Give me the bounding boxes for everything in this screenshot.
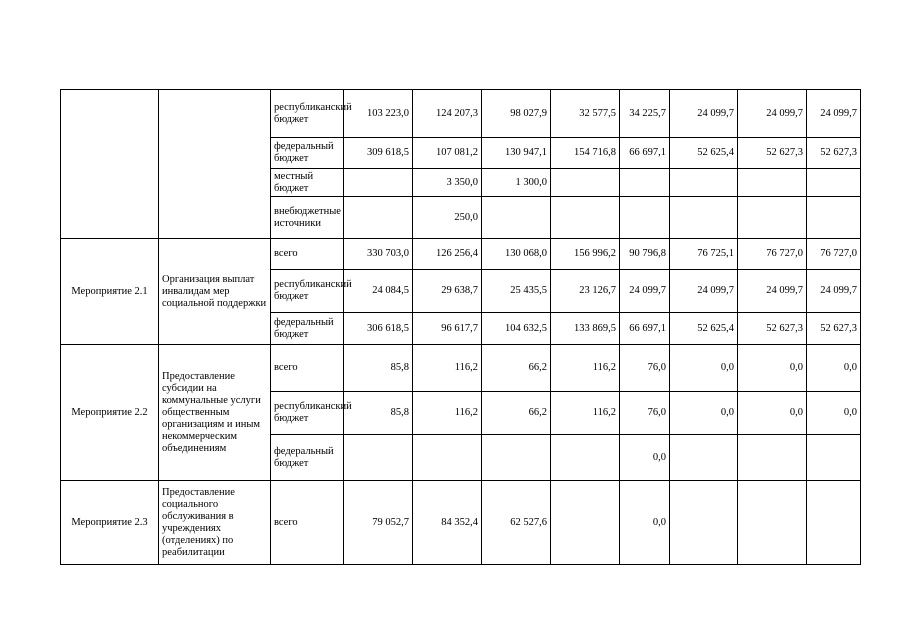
event-name-cell: Предоставление субсидии на коммунальные услуги общественным организациям и иным некоммерческим объединениям [159, 345, 271, 481]
value-cell: 0,0 [670, 392, 738, 435]
value-cell: 76 725,1 [670, 239, 738, 270]
value-cell: 24 099,7 [807, 90, 861, 138]
value-cell [551, 481, 620, 565]
value-cell: 96 617,7 [413, 313, 482, 345]
event-cell [61, 90, 159, 239]
value-cell: 154 716,8 [551, 138, 620, 169]
value-cell: 330 703,0 [344, 239, 413, 270]
value-cell: 76 727,0 [807, 239, 861, 270]
value-cell [807, 481, 861, 565]
event-name-cell: Предоставление социального обслуживания в учреждениях (отделениях) по реабилитации [159, 481, 271, 565]
source-cell: республиканский бюджет [271, 90, 344, 138]
value-cell: 52 627,3 [807, 138, 861, 169]
value-cell: 24 099,7 [620, 270, 670, 313]
event-cell: Мероприятие 2.2 [61, 345, 159, 481]
value-cell: 29 638,7 [413, 270, 482, 313]
value-cell: 130 947,1 [482, 138, 551, 169]
value-cell [738, 169, 807, 197]
event-name-cell: Организация выплат инвалидам мер социальной поддержки [159, 239, 271, 345]
value-cell [620, 197, 670, 239]
value-cell: 250,0 [413, 197, 482, 239]
value-cell: 24 099,7 [738, 90, 807, 138]
value-cell: 98 027,9 [482, 90, 551, 138]
value-cell: 32 577,5 [551, 90, 620, 138]
value-cell: 3 350,0 [413, 169, 482, 197]
value-cell [482, 197, 551, 239]
value-cell: 1 300,0 [482, 169, 551, 197]
source-cell: местный бюджет [271, 169, 344, 197]
value-cell: 79 052,7 [344, 481, 413, 565]
table-row [61, 345, 861, 392]
value-cell: 52 627,3 [807, 313, 861, 345]
value-cell [738, 481, 807, 565]
value-cell: 62 527,6 [482, 481, 551, 565]
value-cell: 76 727,0 [738, 239, 807, 270]
value-cell [551, 197, 620, 239]
source-cell: всего [271, 481, 344, 565]
value-cell [670, 481, 738, 565]
value-cell: 116,2 [551, 392, 620, 435]
value-cell: 24 084,5 [344, 270, 413, 313]
value-cell: 85,8 [344, 392, 413, 435]
value-cell: 85,8 [344, 345, 413, 392]
source-cell: федеральный бюджет [271, 138, 344, 169]
value-cell: 24 099,7 [738, 270, 807, 313]
value-cell [738, 197, 807, 239]
value-cell [344, 197, 413, 239]
value-cell [807, 435, 861, 481]
value-cell [807, 197, 861, 239]
value-cell [738, 435, 807, 481]
value-cell [670, 435, 738, 481]
value-cell: 90 796,8 [620, 239, 670, 270]
value-cell [344, 435, 413, 481]
event-cell: Мероприятие 2.3 [61, 481, 159, 565]
value-cell: 124 207,3 [413, 90, 482, 138]
value-cell [482, 435, 551, 481]
value-cell: 52 627,3 [738, 313, 807, 345]
value-cell: 25 435,5 [482, 270, 551, 313]
value-cell: 76,0 [620, 345, 670, 392]
value-cell: 52 625,4 [670, 313, 738, 345]
value-cell: 0,0 [807, 345, 861, 392]
value-cell: 306 618,5 [344, 313, 413, 345]
value-cell [807, 169, 861, 197]
value-cell: 66 697,1 [620, 313, 670, 345]
value-cell: 66 697,1 [620, 138, 670, 169]
value-cell: 133 869,5 [551, 313, 620, 345]
source-cell: федеральный бюджет [271, 313, 344, 345]
value-cell: 107 081,2 [413, 138, 482, 169]
value-cell [670, 169, 738, 197]
value-cell [670, 197, 738, 239]
budget-table [60, 89, 861, 565]
value-cell: 309 618,5 [344, 138, 413, 169]
value-cell: 84 352,4 [413, 481, 482, 565]
value-cell: 66,2 [482, 392, 551, 435]
value-cell: 156 996,2 [551, 239, 620, 270]
value-cell: 52 627,3 [738, 138, 807, 169]
value-cell: 0,0 [807, 392, 861, 435]
event-name-cell [159, 90, 271, 239]
source-cell: республиканский бюджет [271, 270, 344, 313]
value-cell [620, 169, 670, 197]
table-row [61, 239, 861, 270]
value-cell: 52 625,4 [670, 138, 738, 169]
value-cell: 130 068,0 [482, 239, 551, 270]
event-cell: Мероприятие 2.1 [61, 239, 159, 345]
value-cell: 116,2 [413, 392, 482, 435]
value-cell: 24 099,7 [670, 270, 738, 313]
value-cell: 116,2 [551, 345, 620, 392]
table-row [61, 481, 861, 565]
value-cell: 34 225,7 [620, 90, 670, 138]
value-cell: 0,0 [620, 481, 670, 565]
value-cell [344, 169, 413, 197]
source-cell: республиканский бюджет [271, 392, 344, 435]
value-cell: 24 099,7 [670, 90, 738, 138]
source-cell: всего [271, 345, 344, 392]
value-cell: 0,0 [670, 345, 738, 392]
source-cell: федеральный бюджет [271, 435, 344, 481]
value-cell: 116,2 [413, 345, 482, 392]
value-cell: 0,0 [738, 345, 807, 392]
value-cell: 126 256,4 [413, 239, 482, 270]
source-cell: всего [271, 239, 344, 270]
source-cell: внебюджетные источники [271, 197, 344, 239]
value-cell [413, 435, 482, 481]
value-cell: 103 223,0 [344, 90, 413, 138]
value-cell: 66,2 [482, 345, 551, 392]
value-cell: 24 099,7 [807, 270, 861, 313]
value-cell: 0,0 [738, 392, 807, 435]
value-cell: 104 632,5 [482, 313, 551, 345]
value-cell: 76,0 [620, 392, 670, 435]
value-cell [551, 435, 620, 481]
value-cell: 0,0 [620, 435, 670, 481]
value-cell [551, 169, 620, 197]
table-row [61, 90, 861, 138]
value-cell: 23 126,7 [551, 270, 620, 313]
